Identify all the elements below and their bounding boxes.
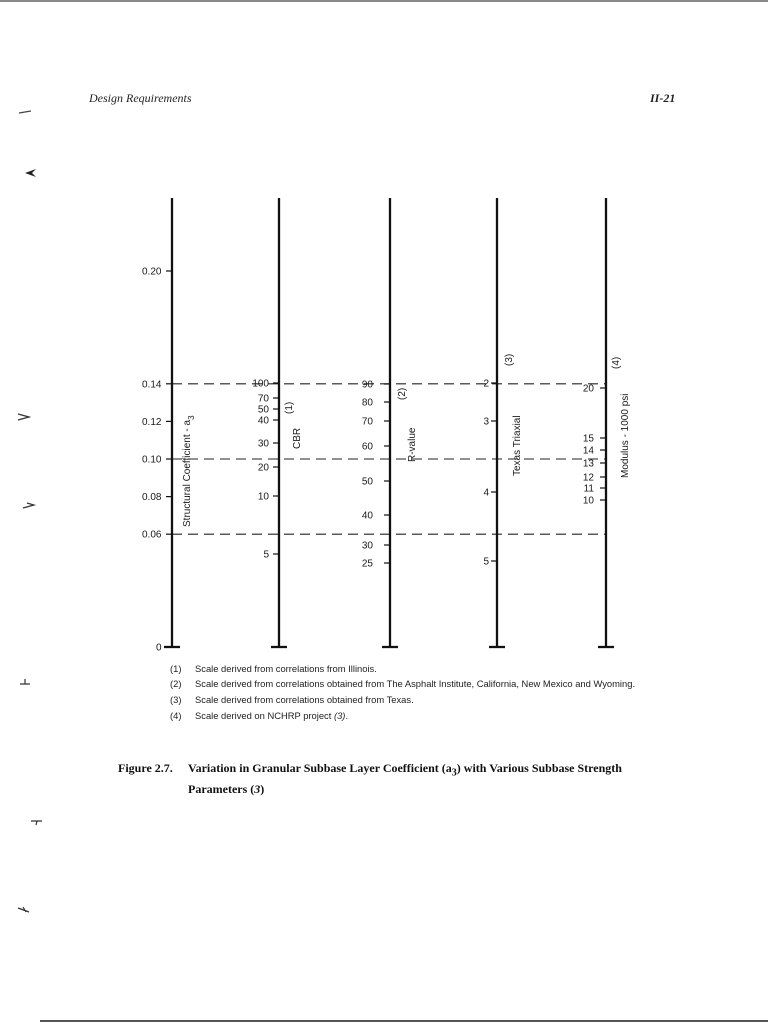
tick-label: 10 <box>582 495 594 507</box>
tick-label: 80 <box>361 397 373 409</box>
tick-label: 11 <box>583 483 594 495</box>
note-text: Scale derived from correlations from Illinois. <box>195 663 377 674</box>
tick-label: 0.12 <box>142 416 162 428</box>
tick-label: 15 <box>582 433 594 445</box>
figure-caption <box>118 760 678 797</box>
note-text: Scale derived from correlations obtained from Texas. <box>195 694 414 706</box>
tick-label: 0.08 <box>142 492 162 504</box>
tick-label: 70 <box>361 416 373 428</box>
running-head-section: Design Requirements <box>89 91 192 105</box>
axis-note-r-value: (2) <box>397 387 408 400</box>
axis-label-texas-triaxial: Texas Triaxial <box>512 415 523 476</box>
tick-label: 30 <box>361 540 373 552</box>
tick-label: 30 <box>257 438 269 450</box>
axis-label-structural-coefficient: Structural Coefficient - $a_3$ <box>182 415 196 527</box>
tick-label: 3 <box>483 416 489 428</box>
note-2 <box>170 676 640 692</box>
caption-part: ) with Various Subbase Strength Parameters ( <box>188 761 622 797</box>
axis-label-r-value: R-value <box>407 427 418 462</box>
note-text-part: . <box>345 709 349 721</box>
caption-part: Variation in Granular Subbase Layer Coefficient (a <box>188 761 452 775</box>
running-head-page-number: II-21 <box>650 91 676 105</box>
tick-label: 4 <box>483 487 489 499</box>
caption-subscript: 3 <box>451 767 457 779</box>
axis-note-cbr: (1) <box>284 401 295 414</box>
caption-part: ) <box>260 782 265 797</box>
tick-label: 0.06 <box>142 529 162 541</box>
tick-label: 25 <box>361 558 373 570</box>
note-text <box>195 708 640 723</box>
note-number: (1) <box>170 663 182 674</box>
tick-label: 40 <box>361 510 373 522</box>
note-number: (2) <box>170 678 182 690</box>
tick-label: 5 <box>263 549 269 561</box>
note-text-part: Scale derived on NCHRP project <box>195 709 334 721</box>
tick-label: 40 <box>257 415 269 427</box>
axis-label-cbr: CBR <box>292 427 303 449</box>
tick-label: 13 <box>582 458 594 470</box>
tick-label: 10 <box>257 491 269 503</box>
note-3 <box>170 692 640 707</box>
tick-label: 100 <box>252 378 269 390</box>
tick-label: 0.14 <box>142 379 162 391</box>
figure-title <box>188 760 678 797</box>
note-text: Scale derived from correlations obtained from The Asphalt Institute, California, New Mexico and Wyoming. <box>195 678 636 690</box>
tick-label: 0 <box>156 642 162 654</box>
tick-label: 0.10 <box>142 454 162 466</box>
reference-citation: 3 <box>254 782 261 797</box>
axis-label-modulus: Modulus - 1000 psi <box>620 393 631 478</box>
axis-note-texas-triaxial: (3) <box>504 353 515 366</box>
figure-number: Figure 2.7. <box>118 761 173 775</box>
figure-notes <box>170 661 640 723</box>
tick-label: 20 <box>582 383 594 395</box>
tick-label: 5 <box>483 556 489 568</box>
tick-label: 50 <box>361 476 373 488</box>
tick-label: 12 <box>582 472 594 484</box>
axis-note-modulus: (4) <box>611 356 622 369</box>
note-1 <box>170 661 640 676</box>
tick-label: 90 <box>361 379 373 391</box>
tick-label: 0.20 <box>142 266 162 278</box>
tick-label: 2 <box>483 378 489 390</box>
reference-citation: (3) <box>333 709 346 721</box>
tick-label: 14 <box>582 445 594 457</box>
tick-label: 20 <box>257 462 269 474</box>
note-4 <box>170 708 640 723</box>
note-number: (4) <box>170 709 182 721</box>
tick-label: 60 <box>361 441 373 453</box>
tick-label: 50 <box>257 404 269 416</box>
tick-label: 70 <box>257 393 269 405</box>
note-number: (3) <box>170 694 182 706</box>
